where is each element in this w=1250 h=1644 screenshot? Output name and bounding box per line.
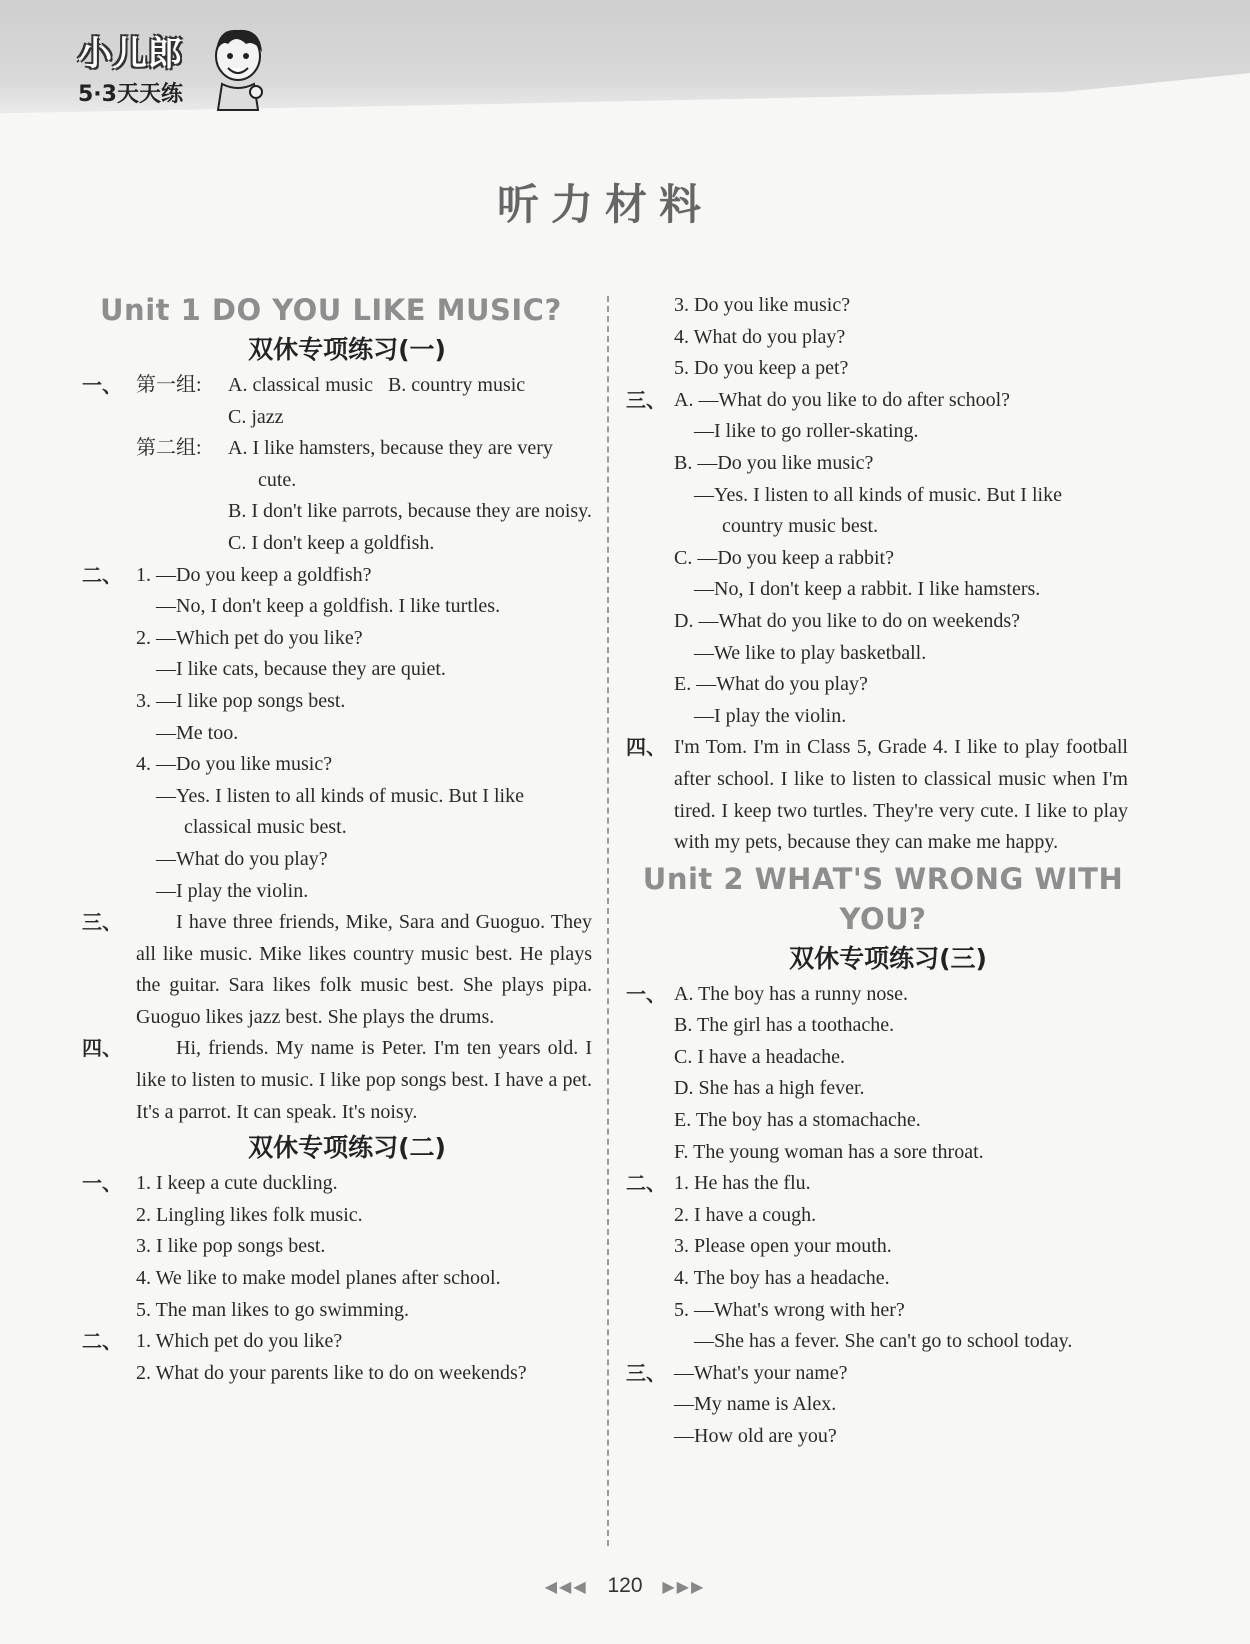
list-item: C. I don't keep a goldfish. [228, 531, 435, 554]
s1-part1 [82, 370, 592, 560]
list-item: —I like cats, because they are quiet. [156, 658, 446, 681]
list-item: A. I like hamsters, because they are very cute. [228, 437, 553, 491]
unit1-heading: Unit 1 DO YOU LIKE MUSIC? [100, 293, 562, 327]
page-footer [0, 1574, 1250, 1598]
list-item: 3. Do you like music? [674, 294, 851, 316]
list-item: A. classical music B. country music [228, 374, 526, 396]
list-item: 4. —Do you like music? [136, 753, 333, 776]
right-column [628, 290, 1128, 1453]
list-item: D. She has a high fever. [674, 1077, 865, 1100]
s1-part2 [82, 560, 592, 908]
list-item: 3. Please open your mouth. [674, 1235, 892, 1258]
list-item: —What do you play? [156, 847, 328, 870]
list-item: 4. The boy has a headache. [674, 1267, 890, 1290]
s2-part2-num: 二、 [82, 1329, 122, 1354]
s1-part2-num: 二、 [82, 562, 122, 587]
list-item: A. The boy has a runny nose. [674, 982, 909, 1005]
s1-part1-group2 [136, 433, 592, 559]
s1-part1-group1 [136, 370, 592, 433]
list-item: 1. I keep a cute duckling. [136, 1172, 338, 1195]
list-item: C. I have a headache. [674, 1045, 846, 1068]
list-item: 1. He has the flu. [674, 1172, 811, 1195]
list-item: 4. We like to make model planes after school. [136, 1267, 501, 1290]
s3-part2-num: 二、 [626, 1171, 666, 1196]
list-item: F. The young woman has a sore throat. [674, 1140, 984, 1163]
section3-title: 双休专项练习(三) [789, 943, 987, 973]
s2-part1-num: 一、 [82, 1171, 122, 1196]
s1-part4-text: Hi, friends. My name is Peter. I'm ten years old. I like to listen to music. I like pop songs best. I have a pet. It's a parrot. It can speak. It's noisy. [136, 1037, 592, 1123]
s3-part3-num: 三、 [626, 1360, 666, 1385]
list-item: B. The girl has a toothache. [674, 1014, 895, 1037]
list-item: 1. Which pet do you like? [136, 1330, 343, 1353]
list-item: —I play the violin. [156, 879, 309, 902]
brand-logo-block [78, 26, 183, 108]
list-item: —I like to go roller-skating. [694, 420, 919, 443]
header-band [0, 0, 1250, 118]
list-item: 5. —What's wrong with her? [674, 1298, 905, 1321]
list-item: C. jazz [228, 405, 284, 428]
right-arrows-icon: ▶▶▶ [662, 1579, 706, 1596]
s1-part3 [82, 907, 592, 1033]
group1-label: 第一组: [136, 374, 202, 396]
s1-part4 [82, 1033, 592, 1128]
left-arrows-icon: ◀◀◀ [544, 1579, 588, 1596]
s2-part2-cont [628, 290, 1128, 385]
list-item: —Yes. I listen to all kinds of music. But I like classical music best. [156, 784, 524, 839]
list-item: 5. The man likes to go swimming. [136, 1298, 409, 1321]
s2-part1 [82, 1168, 592, 1326]
list-item: 3. —I like pop songs best. [136, 689, 346, 712]
list-item: A. —What do you like to do after school? [674, 388, 1011, 411]
s3-part1 [628, 979, 1128, 1169]
unit2-heading: Unit 2 WHAT'S WRONG WITH YOU? [642, 861, 1124, 936]
column-divider [607, 296, 609, 1546]
s2-part4 [628, 732, 1128, 858]
list-item: B. —Do you like music? [674, 451, 874, 474]
group2-label: 第二组: [136, 437, 202, 460]
section2-title: 双休专项练习(二) [248, 1133, 446, 1163]
list-item: E. —What do you play? [674, 673, 868, 696]
section1-title: 双休专项练习(一) [248, 335, 446, 364]
brand-subtitle: 5·3天天练 [78, 82, 183, 107]
list-item: C. —Do you keep a rabbit? [674, 546, 894, 569]
list-item: 2. Lingling likes folk music. [136, 1203, 363, 1226]
list-item: D. —What do you like to do on weekends? [674, 609, 1021, 632]
s2-part3-num: 三、 [626, 387, 666, 412]
s2-part4-num: 四、 [626, 735, 666, 760]
list-item: 2. What do your parents like to do on weekends? [136, 1361, 527, 1384]
list-item: 4. What do you play? [674, 325, 846, 348]
list-item: —What's your name? [674, 1361, 848, 1384]
list-item: 3. I like pop songs best. [136, 1235, 326, 1258]
list-item: 1. —Do you keep a goldfish? [136, 563, 372, 586]
list-item: —No, I don't keep a rabbit. I like hamsters. [694, 578, 1041, 601]
s2-part4-text: I'm Tom. I'm in Class 5, Grade 4. I like to play football after school. I like to listen to classical music when I'm tired. I keep two turtles. They're very cute. I like to play with my pets, because they can make me happy. [674, 736, 1128, 854]
s2-part2 [82, 1326, 592, 1389]
list-item: —Me too. [156, 721, 239, 744]
s1-part3-num: 三、 [82, 910, 122, 935]
list-item: 2. I have a cough. [674, 1203, 817, 1226]
s1-part3-text: I have three friends, Mike, Sara and Guoguo. They all like music. Mike likes country music best. He plays the guitar. Sara likes folk music best. She plays pipa. Guoguo likes jazz best. She plays the drums. [136, 911, 592, 1028]
brand-logo: 小儿郎 [78, 34, 183, 74]
s1-part1-num: 一、 [82, 373, 122, 397]
s2-part3 [628, 385, 1128, 733]
list-item: —Yes. I listen to all kinds of music. But I like country music best. [694, 483, 1062, 538]
list-item: B. I don't like parrots, because they are noisy. [228, 500, 592, 523]
mascot-icon [206, 22, 270, 112]
s3-part1-num: 一、 [626, 981, 666, 1006]
left-column [82, 290, 592, 1389]
s3-part2 [628, 1168, 1128, 1358]
list-item: —We like to play basketball. [694, 641, 927, 664]
list-item: —I play the violin. [694, 704, 847, 727]
list-item: —She has a fever. She can't go to school today. [694, 1330, 1073, 1353]
list-item: 5. Do you keep a pet? [674, 357, 849, 380]
list-item: —No, I don't keep a goldfish. I like turtles. [156, 595, 501, 618]
list-item: E. The boy has a stomachache. [674, 1109, 921, 1132]
list-item: —My name is Alex. [674, 1393, 837, 1416]
s3-part3 [628, 1358, 1128, 1453]
list-item: 2. —Which pet do you like? [136, 626, 363, 649]
page-title: 听力材料 [496, 180, 713, 229]
page-number: 120 [607, 1574, 643, 1597]
s1-part4-num: 四、 [82, 1036, 122, 1061]
list-item: —How old are you? [674, 1425, 837, 1447]
